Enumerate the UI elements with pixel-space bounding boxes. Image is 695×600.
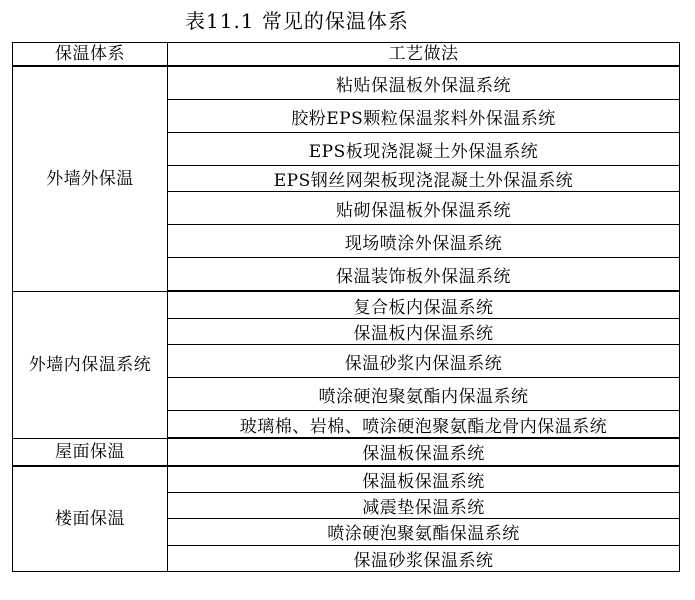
category-label: 外墙外保温 [46, 168, 134, 189]
method-cell: 保温板内保温系统 [168, 319, 680, 345]
category-label: 楼面保温 [55, 508, 125, 529]
method-cell: 喷涂硬泡聚氨酯内保温系统 [168, 378, 680, 411]
method-cell: 贴砌保温板外保温系统 [168, 192, 680, 225]
method-cell: 保温砂浆保温系统 [168, 545, 680, 571]
method-cell: 现场喷涂外保温系统 [168, 225, 680, 258]
method-cell: 喷涂硬泡聚氨酯保温系统 [168, 518, 680, 545]
method-cell: 复合板内保温系统 [168, 291, 680, 319]
category-label: 外墙内保温系统 [28, 354, 152, 375]
table-caption: 表11.1 常见的保温体系 [185, 9, 409, 33]
header-row [13, 43, 680, 67]
table-row [13, 438, 680, 466]
category-label: 屋面保温 [55, 441, 125, 462]
method-cell: 粘贴保温板外保温系统 [168, 66, 680, 100]
header-category: 保温体系 [13, 43, 168, 67]
category-cell [13, 291, 168, 438]
category-cell [13, 66, 168, 291]
category-cell [13, 438, 168, 466]
method-cell: 玻璃棉、岩棉、喷涂硬泡聚氨酯龙骨内保温系统 [168, 411, 680, 439]
table-row [13, 466, 680, 493]
method-cell: 保温砂浆内保温系统 [168, 345, 680, 378]
table-row [13, 291, 680, 319]
method-cell: 保温板保温系统 [168, 466, 680, 493]
method-cell: 保温板保温系统 [168, 438, 680, 466]
method-cell: EPS板现浇混凝土外保温系统 [168, 133, 680, 166]
method-cell: EPS钢丝网架板现浇混凝土外保温系统 [168, 166, 680, 192]
method-cell: 减震垫保温系统 [168, 492, 680, 518]
header-method: 工艺做法 [168, 43, 680, 67]
insulation-systems-table [12, 42, 680, 572]
method-cell: 保温装饰板外保温系统 [168, 258, 680, 292]
method-cell: 胶粉EPS颗粒保温浆料外保温系统 [168, 100, 680, 133]
table-row [13, 66, 680, 100]
category-cell [13, 466, 168, 572]
